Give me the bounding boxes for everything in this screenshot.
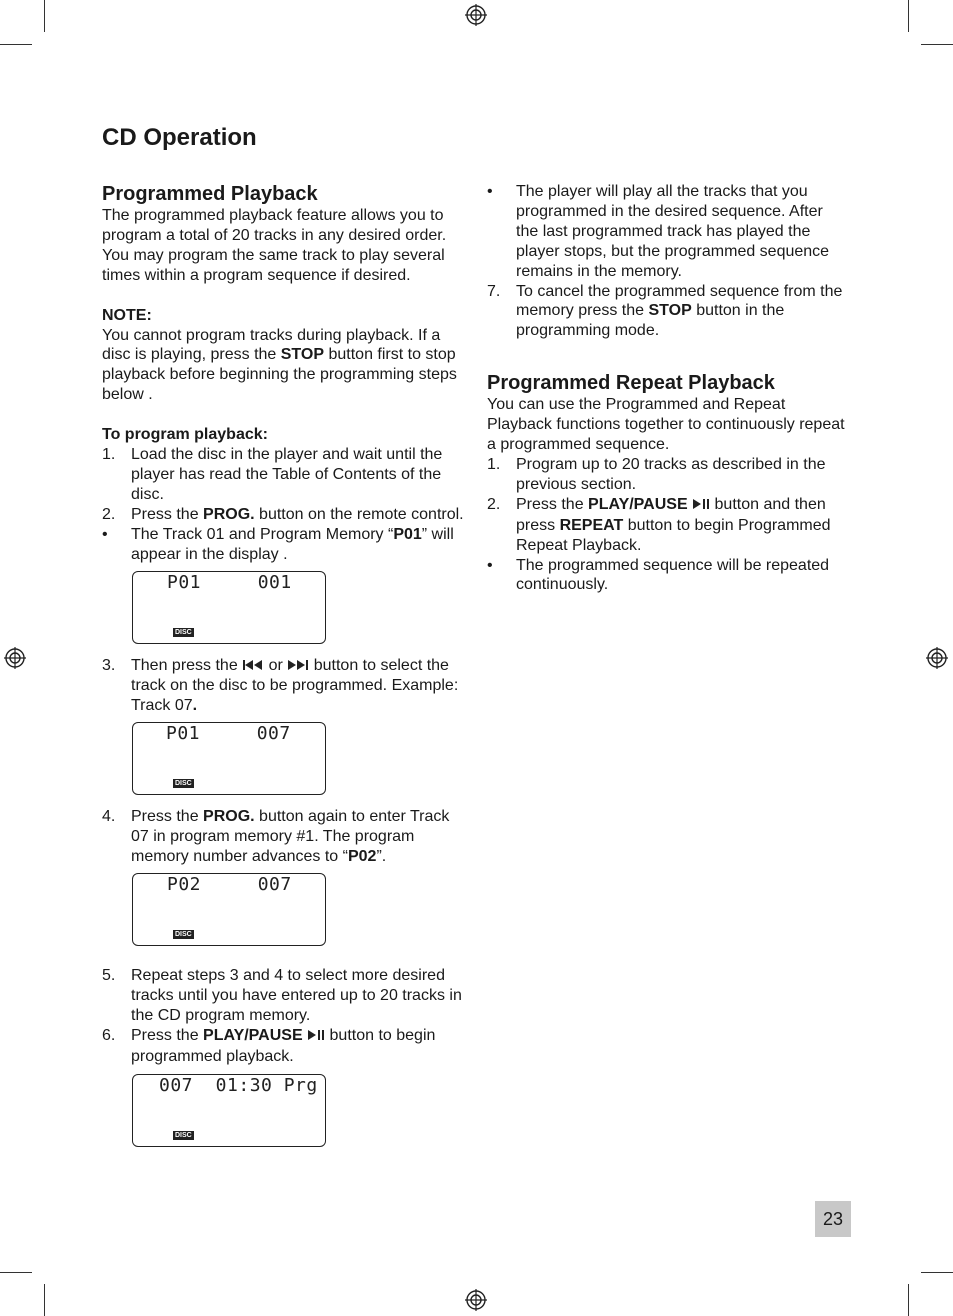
step-3: 3. Then press the or button to select the track on the disc to be programmed. Example: Track 07. [102, 656, 459, 715]
registration-mark-icon [465, 4, 487, 26]
page-number: 23 [815, 1201, 851, 1237]
step-6: 6. Press the PLAY/PAUSE button to begin programmed playback. [102, 1026, 436, 1065]
step-number: 1. [102, 446, 116, 464]
disc-indicator: DISC [175, 1132, 192, 1140]
step-number: 2. [487, 495, 501, 513]
crop-mark [908, 1284, 909, 1316]
disc-indicator: DISC [175, 930, 192, 938]
note-paragraph: You cannot program tracks during playback. If a disc is playing, press the STOP button first to stop playback before beginning the programming steps below . [102, 326, 457, 404]
play-pause-icon [692, 496, 710, 516]
repeat-intro: You can use the Programmed and Repeat Playback functions together to continuously repeat a programmed sequence. [487, 396, 845, 454]
step-number: 7. [487, 282, 501, 300]
crop-mark [44, 0, 45, 32]
step-number: 6. [102, 1026, 116, 1044]
step-5: 5. Repeat steps 3 and 4 to select more desired tracks until you have entered up to 20 tracks in the CD program memory. [102, 966, 462, 1024]
lcd-display [132, 873, 326, 946]
stop-label: STOP [280, 346, 325, 364]
registration-mark-icon [926, 647, 948, 669]
page-title: CD Operation [102, 124, 257, 151]
step-7: 7. To cancel the programmed sequence from the memory press the STOP button in the programming mode. [487, 282, 843, 340]
subhead-to-program: To program playback: [102, 426, 268, 444]
lcd-display [132, 571, 326, 644]
repeat-step-2: 2. Press the PLAY/PAUSE button and then press REPEAT button to begin Programmed Repeat Playback. [487, 495, 831, 554]
crop-mark [908, 0, 909, 32]
crop-mark [921, 1272, 953, 1273]
intro-paragraph: The programmed playback feature allows you to program a total of 20 tracks in any desired order. You may program the same track to play several times within a program sequence if desired. [102, 207, 447, 284]
right-column [487, 182, 849, 595]
skip-forward-icon [287, 657, 309, 677]
section-title-programmed-repeat: Programmed Repeat Playback [487, 372, 775, 395]
crop-mark [44, 1284, 45, 1316]
step-number: 2. [102, 505, 116, 523]
step-1: 1. Load the disc in the player and wait until the player has read the Table of Contents of the disc. [102, 446, 443, 503]
step-2: 2. Press the PROG. button on the remote control. [102, 505, 464, 523]
step-number: 5. [102, 966, 116, 984]
step-number: 3. [102, 656, 116, 674]
registration-mark-icon [465, 1289, 487, 1311]
bullet: • [487, 556, 493, 574]
lcd-text: 007 01:30 Prg [159, 1075, 318, 1097]
note-label: NOTE: [102, 306, 152, 324]
bullet: • [102, 525, 108, 543]
disc-indicator: DISC [175, 628, 192, 636]
crop-mark [0, 1272, 32, 1273]
repeat-step-1: 1. Program up to 20 tracks as described in the previous section. [487, 455, 826, 493]
disc-indicator: DISC [175, 780, 192, 788]
lcd-display [132, 1074, 326, 1147]
step-number: 4. [102, 808, 116, 826]
section-title-programmed-playback: Programmed Playback [102, 183, 318, 205]
lcd-text: P02 007 [167, 873, 292, 895]
play-pause-icon [307, 1027, 325, 1047]
bullet-display: • The Track 01 and Program Memory “P01” will appear in the display . [102, 525, 454, 563]
lcd-display [132, 722, 326, 795]
skip-back-icon [242, 657, 264, 677]
step-4: 4. Press the PROG. button again to enter Track 07 in program memory #1. The program memory number advances to “P02”. [102, 808, 450, 866]
bullet-play-sequence: • The player will play all the tracks that you programmed in the desired sequence. After the last programmed track has played the player stops, but the programmed sequence remains in the memory. [487, 183, 830, 280]
crop-mark [921, 44, 953, 45]
lcd-text: P01 007 [166, 723, 291, 745]
registration-mark-icon [4, 647, 26, 669]
left-column [102, 182, 464, 1159]
step-number: 1. [487, 455, 501, 473]
repeat-bullet: • The programmed sequence will be repeated continuously. [487, 556, 830, 594]
bullet: • [487, 183, 493, 200]
lcd-text: P01 001 [167, 571, 292, 593]
crop-mark [0, 44, 32, 45]
